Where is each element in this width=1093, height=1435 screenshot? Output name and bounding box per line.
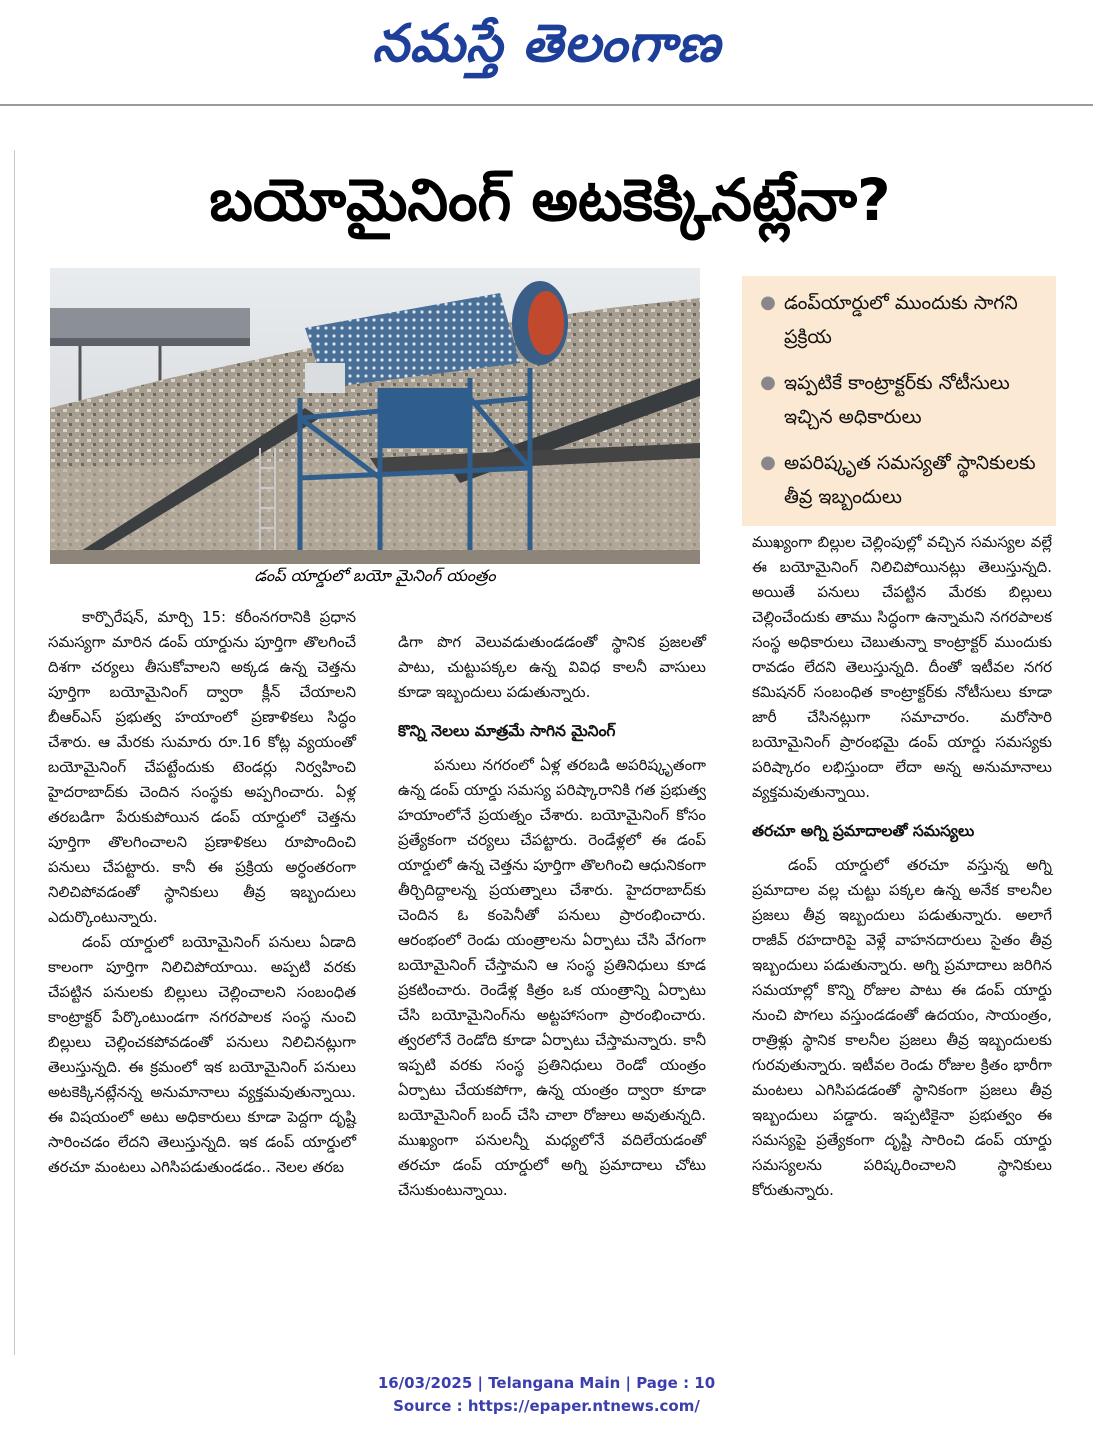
bullet-icon: ● (760, 452, 776, 473)
article-photo (50, 268, 700, 564)
headline: బయోమైనింగ్ అటకెక్కినట్లేనా? (209, 166, 891, 234)
column-rule (14, 150, 15, 1355)
article-paragraph: ముఖ్యంగా బిల్లుల చెల్లింపుల్లో వచ్చిన సమస్యల వల్లే ఈ బయోమైనింగ్ నిలిచిపోయినట్లు తెలుస్తున్నది. అయితే పనులు చేపట్టిన మేరకు బిల్లులు చెల్లించేందుకు తాము సిద్ధంగా ఉన్నామని నగరపాలక సంస్థ అధికారులు చెబుతున్నా కాంట్రాక్టర్ ముందుకు రావడం లేదని తెలుస్తున్నది. దీంతో ఇటీవల నగర కమిషనర్ సంబంధిత కాంట్రాక్టర్‌కు నోటీసులు కూడా జారీ చేసినట్లుగా సమాచారం. మరోసారి బయోమైనింగ్ ప్రారంభమై డంప్ యార్డు సమస్యకు పరిష్కారం లభిస్తుందా లేదా అన్న అనుమానాలు వ్యక్తమవుతున్నాయి. (752, 533, 1052, 801)
highlight-item (752, 366, 1048, 434)
article-paragraph: డిగా పొగ వెలువడుతుండడంతో స్థానిక ప్రజలతో పాటు, చుట్టుపక్కల ఉన్న వివిధ కాలనీ వాసులు కూడా ఇబ్బందులు పడుతున్నారు. (398, 633, 706, 701)
article-column-2 (398, 630, 706, 1203)
newspaper-logo: నమస్తే తెలంగాణ (372, 14, 721, 74)
highlight-text: అపరిష్కృత సమస్యతో స్థానికులకు తీవ్ర ఇబ్బందులు (784, 452, 1036, 508)
article-paragraph: డంప్ యార్డులో బయోమైనింగ్ పనులు ఏడాది కాలంగా పూర్తిగా నిలిచిపోయాయి. అప్పటి వరకు చేపట్టిన పనులకు బిల్లులు చెల్లించాలని సంబంధిత కాంట్రాక్టర్ పేర్కొంటుండగా నగరపాలక సంస్థ నుంచి బిల్లులు చెల్లించకపోవడంతో పనులు నిలిచినట్లుగా తెలుస్తున్నది. ఈ క్రమంలో ఇక బయోమైనింగ్ పనులు అటకెక్కినట్లేనన్న అనుమానాలు వ్యక్తమవుతున్నాయి. ఈ విషయంలో అటు అధికారులు కూడా పెద్దగా దృష్టి సారించడం లేదని తెలుస్తున్నది. ఇక డంప్ యార్డులో తరచూ మంటలు ఎగిసిపడుతుండడం.. నెలల తరబ (48, 933, 356, 1176)
article-paragraph: డంప్ యార్డులో తరచూ వస్తున్న అగ్ని ప్రమాదాల వల్ల చుట్టు పక్కల ఉన్న అనేక కాలనీల ప్రజలు తీవ్ర ఇబ్బందులు పడుతున్నారు. అలాగే రాజీవ్ రహదారిపై వెళ్లే వాహనదారులు సైతం తీవ్ర ఇబ్బందులు పడుతున్నారు. అగ్ని ప్రమాదాలు జరిగిన సమయాల్లో కొన్ని రోజుల పాటు ఈ డంప్ యార్డు నుంచి పొగలు వస్తుండడంతో ఉదయం, సాయంత్రం, రాత్రిళ్లు స్థానిక కాలనీల ప్రజలు తీవ్ర ఇబ్బందులకు గురవుతున్నారు. ఇటీవల రెండు రోజుల క్రితం భారీగా మంటలు ఎగిసిపడడంతో స్థానికంగా ప్రజలు తీవ్ర ఇబ్బందులు పడ్డారు. ఇప్పటికైనా ప్రభుత్వం ఈ సమస్యపై ప్రత్యేకంగా దృష్టి సారించి డంప్ యార్డు సమస్యలను పరిష్కరించాలని స్థానికులు కోరుతున్నారు. (752, 856, 1052, 1199)
edition-info: 16/03/2025 | Telangana Main | Page : 10 (377, 1374, 716, 1392)
highlight-text: ఇప్పటికే కాంట్రాక్టర్‌కు నోటీసులు ఇచ్చిన అధికారులు (784, 372, 1010, 428)
highlights-box (742, 276, 1056, 526)
biomining-machine-photo (50, 268, 700, 564)
article-paragraph: కార్పొరేషన్, మార్చి 15: కరీంనగరానికి ప్రధాన సమస్యగా మారిన డంప్ యార్డును పూర్తిగా తొలగించే దిశగా చర్యలు తీసుకోవాలని అక్కడ ఉన్న చెత్తను పూర్తిగా బయోమైనింగ్ ద్వారా క్లీన్ చేయాలని బీఆర్ఎస్ ప్రభుత్వ హయాంలో ప్రణాళికలు సిద్ధం చేశారు. ఆ మేరకు సుమారు రూ.16 కోట్ల వ్యయంతో బయోమైనింగ్ చేపట్టేందుకు టెండర్లు నిర్వహించి హైదరాబాద్‌కు చెందిన సంస్థకు అప్పగించారు. ఏళ్ల తరబడిగా పేరుకుపోయిన డంప్ యార్డులో చెత్తను పూర్తిగా తొలగించాలని ప్రణాళికలు రూపొందించి పనులు చేపట్టారు. కానీ ఈ ప్రక్రియ అర్ధంతరంగా నిలిచిపోవడంతో స్థానికులు తీవ్ర ఇబ్బందులు ఎదుర్కొంటున్నారు. (48, 608, 356, 926)
highlight-item (752, 446, 1048, 514)
source-link[interactable]: Source : https://epaper.ntnews.com/ (393, 1397, 700, 1415)
section-subheading: కొన్ని నెలలు మాత్రమే సాగిన మైనింగ్ (398, 722, 616, 740)
photo-caption: డంప్ యార్డులో బయో మైనింగ్ యంత్రం (254, 566, 496, 585)
page-footer (0, 1372, 1093, 1418)
article-column-1 (48, 605, 356, 1180)
article-paragraph: పనులు నగరంలో ఏళ్ల తరబడి అపరిష్కృతంగా ఉన్న డంప్ యార్డు సమస్య పరిష్కారానికి గత ప్రభుత్వ హయాంలోనే ప్రయత్నం చేశారు. బయోమైనింగ్ కోసం ప్రత్యేకంగా చర్యలు చేపట్టారు. రెండేళ్లలో ఈ డంప్ యార్డులో ఉన్న చెత్తను పూర్తిగా తొలగించి ఆధునికంగా తీర్చిదిద్దాలన్న ప్రయత్నాలు చేశారు. హైదరాబాద్‌కు చెందిన ఓ కంపెనీతో పనులు ప్రారంభించారు. ఆరంభంలో రెండు యంత్రాలను ఏర్పాటు చేసి వేగంగా బయోమైనింగ్ చేస్తామని ఆ సంస్థ ప్రతినిధులు కూడ ప్రకటించారు. రెండేళ్ల కిత్రం ఒక యంత్రాన్ని ఏర్పాటు చేసి బయోమైనింగ్‌ను అట్టహాసంగా ప్రారంభించారు. త్వరలోనే రెండోది కూడా ఏర్పాటు చేస్తామన్నారు. కానీ ఇప్పటి వరకు సంస్థ ప్రతినిధులు రెండో యంత్రం ఏర్పాటు చేయకపోగా, ఉన్న యంత్రం ద్వారా కూడా బయోమైనింగ్ బంద్ చేసి చాలా రోజులు అవుతున్నది. ముఖ్యంగా పనులన్నీ మధ్యలోనే వదిలేయడంతో తరచూ డంప్ యార్డులో అగ్ని ప్రమాదాలు చోటు చేసుకుంటున్నాయి. (398, 756, 706, 1199)
highlight-item (752, 286, 1048, 354)
section-subheading: తరచూ అగ్ని ప్రమాదాలతో సమస్యలు (752, 822, 975, 840)
bullet-icon: ● (760, 372, 776, 393)
article-column-3 (752, 530, 1052, 1203)
masthead (0, 0, 1093, 106)
bullet-icon: ● (760, 292, 776, 313)
highlight-text: డంప్‌యార్డులో ముందుకు సాగని ప్రక్రియ (784, 292, 1018, 348)
